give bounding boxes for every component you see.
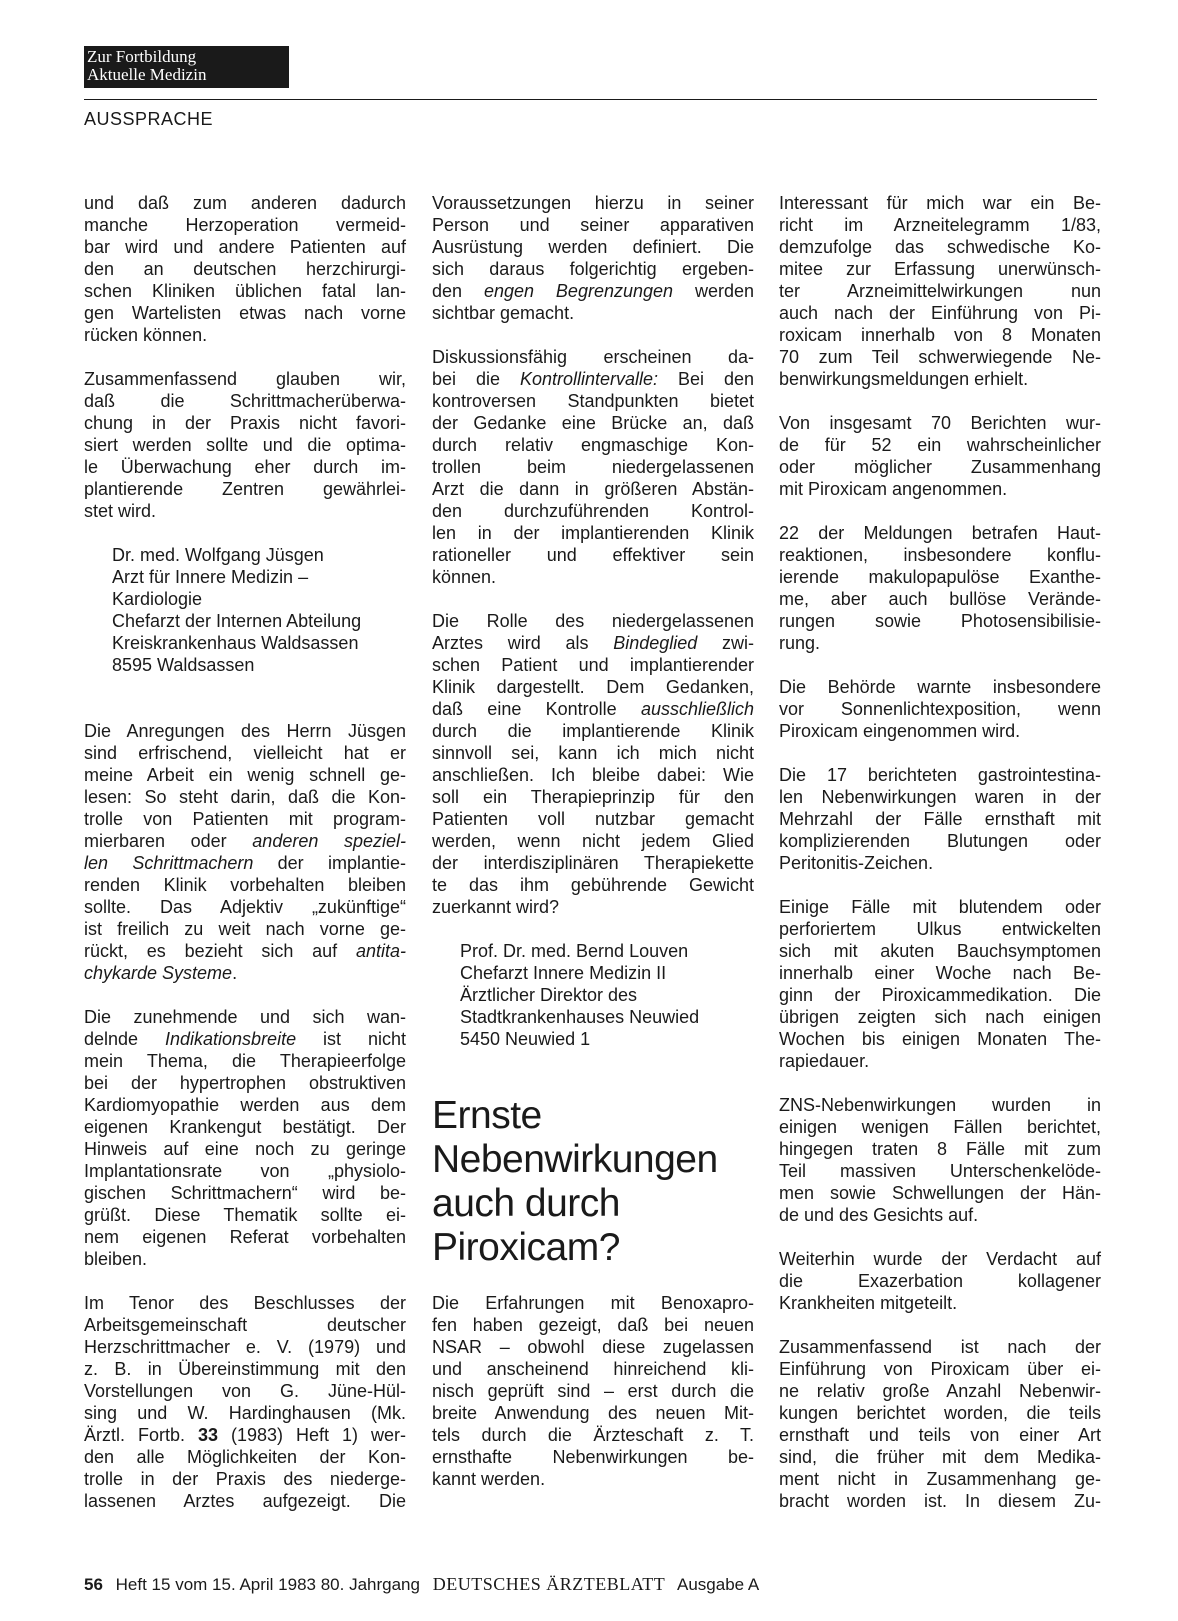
paragraph [432, 610, 754, 918]
text-line: z. B. in Übereinstimmung mit den [84, 1359, 406, 1379]
text-line: demzufolge das schwedische Ko- [779, 237, 1101, 257]
text-line: sind, die früher mit dem Medika- [779, 1447, 1101, 1467]
text-line [432, 698, 754, 720]
text-line: trolle von Patienten mit program- [84, 809, 406, 829]
text-line: bei der hypertrophen obstruktiven [84, 1073, 406, 1093]
text-line: schen Patient und implantierender [432, 655, 754, 675]
text-run: Arztes wird als [432, 633, 614, 653]
rubric-line-1: Zur Fortbildung [87, 47, 197, 66]
text-line: der Gedanke eine Brücke an, daß [432, 413, 754, 433]
text-line: gischen Schrittmachern“ wird be- [84, 1183, 406, 1203]
text-line: bar wird und andere Patienten auf [84, 237, 406, 257]
paragraph [84, 192, 406, 346]
author-signature [84, 544, 406, 676]
text-line: Vorstellungen von G. Jüne-Hül- [84, 1381, 406, 1401]
text-line: Klinik dargestellt. Dem Gedanken, [432, 677, 754, 697]
text-line: ernsthafte Nebenwirkungen be- [432, 1447, 754, 1467]
text-line: Voraussetzungen hierzu in seiner [432, 193, 754, 213]
text-line: bracht worden ist. In diesem Zu- [779, 1491, 1101, 1511]
paragraph [84, 1292, 406, 1512]
text-run: der implantie- [253, 853, 406, 873]
text-line: manche Herzoperation vermeid- [84, 215, 406, 235]
text-line: lassenen Arztes aufgezeigt. Die [84, 1491, 406, 1511]
text-line: eigenen Krankengut bestätigt. Der [84, 1117, 406, 1137]
emphasis: Indikationsbreite [165, 1029, 297, 1049]
text-line: Die 17 berichteten gastrointestina- [779, 765, 1101, 785]
text-line: kannt werden. [432, 1469, 546, 1489]
text-line: len in der implantierenden Klinik [432, 523, 754, 543]
text-line: le Überwachung eher durch im- [84, 457, 406, 477]
text-line: durch relativ engmaschige Kon- [432, 435, 754, 455]
text-line: zuerkannt wird? [432, 897, 560, 917]
text-line: 22 der Meldungen betrafen Haut- [779, 523, 1101, 543]
text-line [84, 940, 406, 962]
text-line: trolle in der Praxis des niederge- [84, 1469, 406, 1489]
text-line: 5450 Neuwied 1 [460, 1029, 591, 1049]
text-line: Krankheiten mitgeteilt. [779, 1293, 958, 1313]
text-line: nem eigenen Referat vorbehalten [84, 1227, 406, 1247]
paragraph [432, 1292, 754, 1490]
text-line: Zusammenfassend ist nach der [779, 1337, 1101, 1357]
text-line: chung in der Praxis nicht favori- [84, 413, 406, 433]
text-line: den alle Möglichkeiten der Kon- [84, 1447, 406, 1467]
text-line [84, 830, 406, 852]
text-line: mitee zur Erfassung unerwünsch- [779, 259, 1101, 279]
text-run: . [232, 963, 238, 983]
paragraph [84, 1006, 406, 1270]
text-run: Bei den [658, 369, 754, 389]
text-line: ernsthaft und teils von einer Art [779, 1425, 1101, 1445]
text-run: mierbaren oder [84, 831, 253, 851]
text-line: sich daraus folgerichtig ergeben- [432, 259, 754, 279]
text-line: mit Piroxicam angenommen. [779, 479, 1008, 499]
article-heading [432, 1094, 754, 1270]
text-line: Diskussionsfähig erscheinen da- [432, 347, 754, 367]
rubric-line-2: Aktuelle Medizin [87, 65, 207, 84]
paragraph [779, 676, 1101, 742]
text-line: lesen: So steht darin, daß die Kon- [84, 787, 406, 807]
text-line: Die Rolle des niedergelassenen [432, 611, 754, 631]
text-line: rücken können. [84, 325, 208, 345]
emphasis: antita- [355, 941, 406, 961]
text-line: die Exazerbation kollagener [779, 1271, 1101, 1291]
text-line: rungen sowie Photosensibilisie- [779, 611, 1101, 631]
text-line: Interessant für mich war ein Be- [779, 193, 1101, 213]
paragraph [84, 720, 406, 984]
text-line: übrigen zeigten sich nach einigen [779, 1007, 1101, 1027]
text-line: der interdisziplinären Therapiekette [432, 853, 754, 873]
header-rule [84, 99, 1097, 100]
text-line: siert werden sollte und die optima- [84, 435, 406, 455]
text-line: sinnvoll sei, kann ich mich nicht [432, 743, 754, 763]
text-line: Piroxicam eingenommen wird. [779, 721, 1021, 741]
heading-line: auch durch [432, 1182, 620, 1225]
text-line: roxicam innerhalb von 8 Monaten [779, 325, 1101, 345]
text-run: daß eine Kontrolle [432, 699, 641, 719]
paragraph [432, 346, 754, 588]
text-line: nisch geprüft sind – erst durch die [432, 1381, 754, 1401]
text-line: den durchzuführenden Kontrol- [432, 501, 754, 521]
text-line: plantierende Zentren gewährlei- [84, 479, 406, 499]
volume-number: 33 [197, 1425, 219, 1445]
text-line: reaktionen, insbesondere konflu- [779, 545, 1101, 565]
text-line: sichtbar gemacht. [432, 303, 575, 323]
paragraph [779, 412, 1101, 500]
emphasis: ausschließlich [640, 699, 754, 719]
column-3 [779, 192, 1101, 1512]
text-line: Hinweis auf eine noch zu geringe [84, 1139, 406, 1159]
issue-info: Heft 15 vom 15. April 1983 80. Jahrgang [115, 1575, 420, 1594]
text-line: Wochen bis einigen Monaten The- [779, 1029, 1101, 1049]
paragraph [432, 192, 754, 324]
text-line: Implantationsrate von „physiolo- [84, 1161, 406, 1181]
emphasis: chykarde Systeme [84, 963, 233, 983]
text-line: Dr. med. Wolfgang Jüsgen [112, 545, 324, 565]
text-line: schen Kliniken üblichen fatal lan- [84, 281, 406, 301]
text-line: grüßt. Diese Thematik sollte ei- [84, 1205, 406, 1225]
text-line: te das ihm gebührende Gewicht [432, 875, 754, 895]
text-line [84, 962, 406, 984]
text-line: sich mit akuten Bauchsymptomen [779, 941, 1101, 961]
text-line [432, 632, 754, 654]
text-line: ist freilich zu weit nach vorne ge- [84, 919, 406, 939]
text-line: Teil massiven Unterschenkelöde- [779, 1161, 1101, 1181]
text-line: sollte. Das Adjektiv „zukünftige“ [84, 897, 406, 917]
text-line: Arzt für Innere Medizin – [112, 567, 309, 587]
text-line: ne relativ große Anzahl Nebenwir- [779, 1381, 1101, 1401]
text-line: perforiertem Ulkus entwickelten [779, 919, 1101, 939]
column-2 [432, 192, 754, 1490]
text-run: Ärztl. Fortb. [84, 1425, 198, 1445]
emphasis: Bindeglied [613, 633, 698, 653]
text-run: (1983) Heft 1) wer- [218, 1425, 406, 1445]
text-line: Arzt die dann in größeren Abstän- [432, 479, 754, 499]
text-line: stet wird. [84, 501, 157, 521]
paragraph [779, 1336, 1101, 1512]
paragraph [84, 368, 406, 522]
text-line: Weiterhin wurde der Verdacht auf [779, 1249, 1101, 1269]
paragraph [779, 764, 1101, 874]
text-line: und anscheinend hinreichend kli- [432, 1359, 754, 1379]
heading-line: Ernste [432, 1094, 542, 1137]
paragraph [779, 1094, 1101, 1226]
text-line: durch die implantierende Klinik [432, 721, 754, 741]
text-line: sing und W. Hardinghausen (Mk. [84, 1403, 406, 1423]
text-line: de für 52 ein wahrscheinlicher [779, 435, 1101, 455]
text-line: gen Wartelisten etwas nach vorne [84, 303, 406, 323]
text-line: Einführung von Piroxicam über ei- [779, 1359, 1101, 1379]
paragraph [779, 896, 1101, 1072]
text-line: trollen beim niedergelassenen [432, 457, 754, 477]
text-line: mein Thema, die Therapieerfolge [84, 1051, 406, 1071]
emphasis: len Schrittmachern [84, 853, 254, 873]
text-run: den [432, 281, 484, 301]
paragraph [779, 1248, 1101, 1314]
text-line: Einige Fälle mit blutendem oder [779, 897, 1101, 917]
text-line: ginn der Piroxicammedikation. Die [779, 985, 1101, 1005]
text-line: breite Anwendung des neuen Mit- [432, 1403, 754, 1423]
heading-line: Piroxicam? [432, 1226, 620, 1269]
text-line: Die Behörde warnte insbesondere [779, 677, 1101, 697]
text-line: richt im Arzneitelegramm 1/83, [779, 215, 1101, 235]
page-footer [84, 1574, 759, 1595]
text-line: rapiedauer. [779, 1051, 870, 1071]
text-line: daß die Schrittmacherüberwa- [84, 391, 406, 411]
text-line: 8595 Waldsassen [112, 655, 255, 675]
journal-name: DEUTSCHES ÄRZTEBLATT [432, 1574, 666, 1594]
text-line: anschließen. Ich bleibe dabei: Wie [432, 765, 754, 785]
emphasis: Kontrollintervalle: [519, 369, 659, 389]
text-line: rung. [779, 633, 821, 653]
text-line: soll ein Therapieprinzip für den [432, 787, 754, 807]
text-line: den an deutschen herzchirurgi- [84, 259, 406, 279]
heading-line: Nebenwirkungen [432, 1138, 718, 1181]
text-line: meine Arbeit ein wenig schnell ge- [84, 765, 406, 785]
text-line: me, aber auch bullöse Verände- [779, 589, 1101, 609]
text-line: len Nebenwirkungen waren in der [779, 787, 1101, 807]
paragraph [779, 522, 1101, 654]
text-line: ierende makulopapulöse Exanthe- [779, 567, 1101, 587]
text-line: rationeller und effektiver sein [432, 545, 754, 565]
rubric-badge [84, 46, 289, 88]
text-run: ist nicht [296, 1029, 406, 1049]
text-line: Stadtkrankenhauses Neuwied [460, 1007, 700, 1027]
page-number: 56 [84, 1575, 103, 1594]
text-line: Prof. Dr. med. Bernd Louven [460, 941, 689, 961]
text-line: benwirkungsmeldungen erhielt. [779, 369, 1029, 389]
text-line: einigen wenigen Fällen berichtet, [779, 1117, 1101, 1137]
text-line: ter Arzneimittelwirkungen nun [779, 281, 1101, 301]
text-line: auch nach der Einführung von Pi- [779, 303, 1101, 323]
text-line: Kardiologie [112, 589, 203, 609]
text-line: kungen berichtet worden, die teils [779, 1403, 1101, 1423]
text-run: rückt, es bezieht sich auf [84, 941, 356, 961]
text-line: Die Erfahrungen mit Benoxapro- [432, 1293, 754, 1313]
text-run: zwi- [697, 633, 754, 653]
text-line: 70 zum Teil schwerwiegende Ne- [779, 347, 1101, 367]
text-line: Herzschrittmacher e. V. (1979) und [84, 1337, 406, 1357]
text-run: delnde [84, 1029, 165, 1049]
text-line: Arbeitsgemeinschaft deutscher [84, 1315, 406, 1335]
text-line [84, 1424, 406, 1446]
text-line [84, 1028, 406, 1050]
text-line: Ärztlicher Direktor des [460, 985, 638, 1005]
text-line [84, 852, 406, 874]
text-line: renden Klinik vorbehalten bleiben [84, 875, 406, 895]
text-line: oder möglicher Zusammenhang [779, 457, 1101, 477]
text-line: men sowie Schwellungen der Hän- [779, 1183, 1101, 1203]
author-signature [432, 940, 754, 1050]
text-line: kontroversen Standpunkten bietet [432, 391, 754, 411]
text-line: hingegen traten 8 Fälle mit zum [779, 1139, 1101, 1159]
paragraph [779, 192, 1101, 390]
text-line: vor Sonnenlichtexposition, wenn [779, 699, 1101, 719]
text-line: de und des Gesichts auf. [779, 1205, 979, 1225]
text-line: komplizierenden Blutungen oder [779, 831, 1101, 851]
text-line: Die Anregungen des Herrn Jüsgen [84, 721, 406, 741]
text-line: innerhalb einer Woche nach Be- [779, 963, 1101, 983]
text-line: ment nicht in Zusammenhang ge- [779, 1469, 1101, 1489]
text-line: Im Tenor des Beschlusses der [84, 1293, 406, 1313]
text-line [432, 280, 754, 302]
edition-label: Ausgabe A [677, 1575, 760, 1594]
section-label: AUSSPRACHE [84, 109, 214, 129]
text-line: bleiben. [84, 1249, 148, 1269]
text-line: Ausrüstung werden definiert. Die [432, 237, 754, 257]
text-line: Chefarzt Innere Medizin II [460, 963, 667, 983]
text-line: Von insgesamt 70 Berichten wur- [779, 413, 1101, 433]
text-line: NSAR – obwohl diese zugelassen [432, 1337, 754, 1357]
text-line: Mehrzahl der Fälle ernsthaft mit [779, 809, 1101, 829]
text-line: werden, wenn nicht jedem Glied [432, 831, 754, 851]
text-run: werden [673, 281, 754, 301]
text-line: Patienten voll nutzbar gemacht [432, 809, 754, 829]
emphasis: engen Begrenzungen [483, 281, 674, 301]
text-line: Chefarzt der Internen Abteilung [112, 611, 362, 631]
text-line: Person und seiner apparativen [432, 215, 754, 235]
emphasis: anderen speziel- [252, 831, 406, 851]
text-line: sind erfrischend, vielleicht hat er [84, 743, 406, 763]
text-line: tels durch die Ärzteschaft z. T. [432, 1425, 754, 1445]
text-line: Peritonitis-Zeichen. [779, 853, 934, 873]
text-line: Die zunehmende und sich wan- [84, 1007, 406, 1027]
text-line: Kardiomyopathie werden aus dem [84, 1095, 406, 1115]
text-run: bei die [432, 369, 520, 389]
column-1 [84, 192, 406, 1512]
text-line [432, 368, 754, 390]
text-line: fen haben gezeigt, daß bei neuen [432, 1315, 754, 1335]
text-line: können. [432, 567, 497, 587]
text-line: Zusammenfassend glauben wir, [84, 369, 406, 389]
text-line: ZNS-Nebenwirkungen wurden in [779, 1095, 1101, 1115]
text-line: und daß zum anderen dadurch [84, 193, 406, 213]
text-line: Kreiskrankenhaus Waldsassen [112, 633, 359, 653]
